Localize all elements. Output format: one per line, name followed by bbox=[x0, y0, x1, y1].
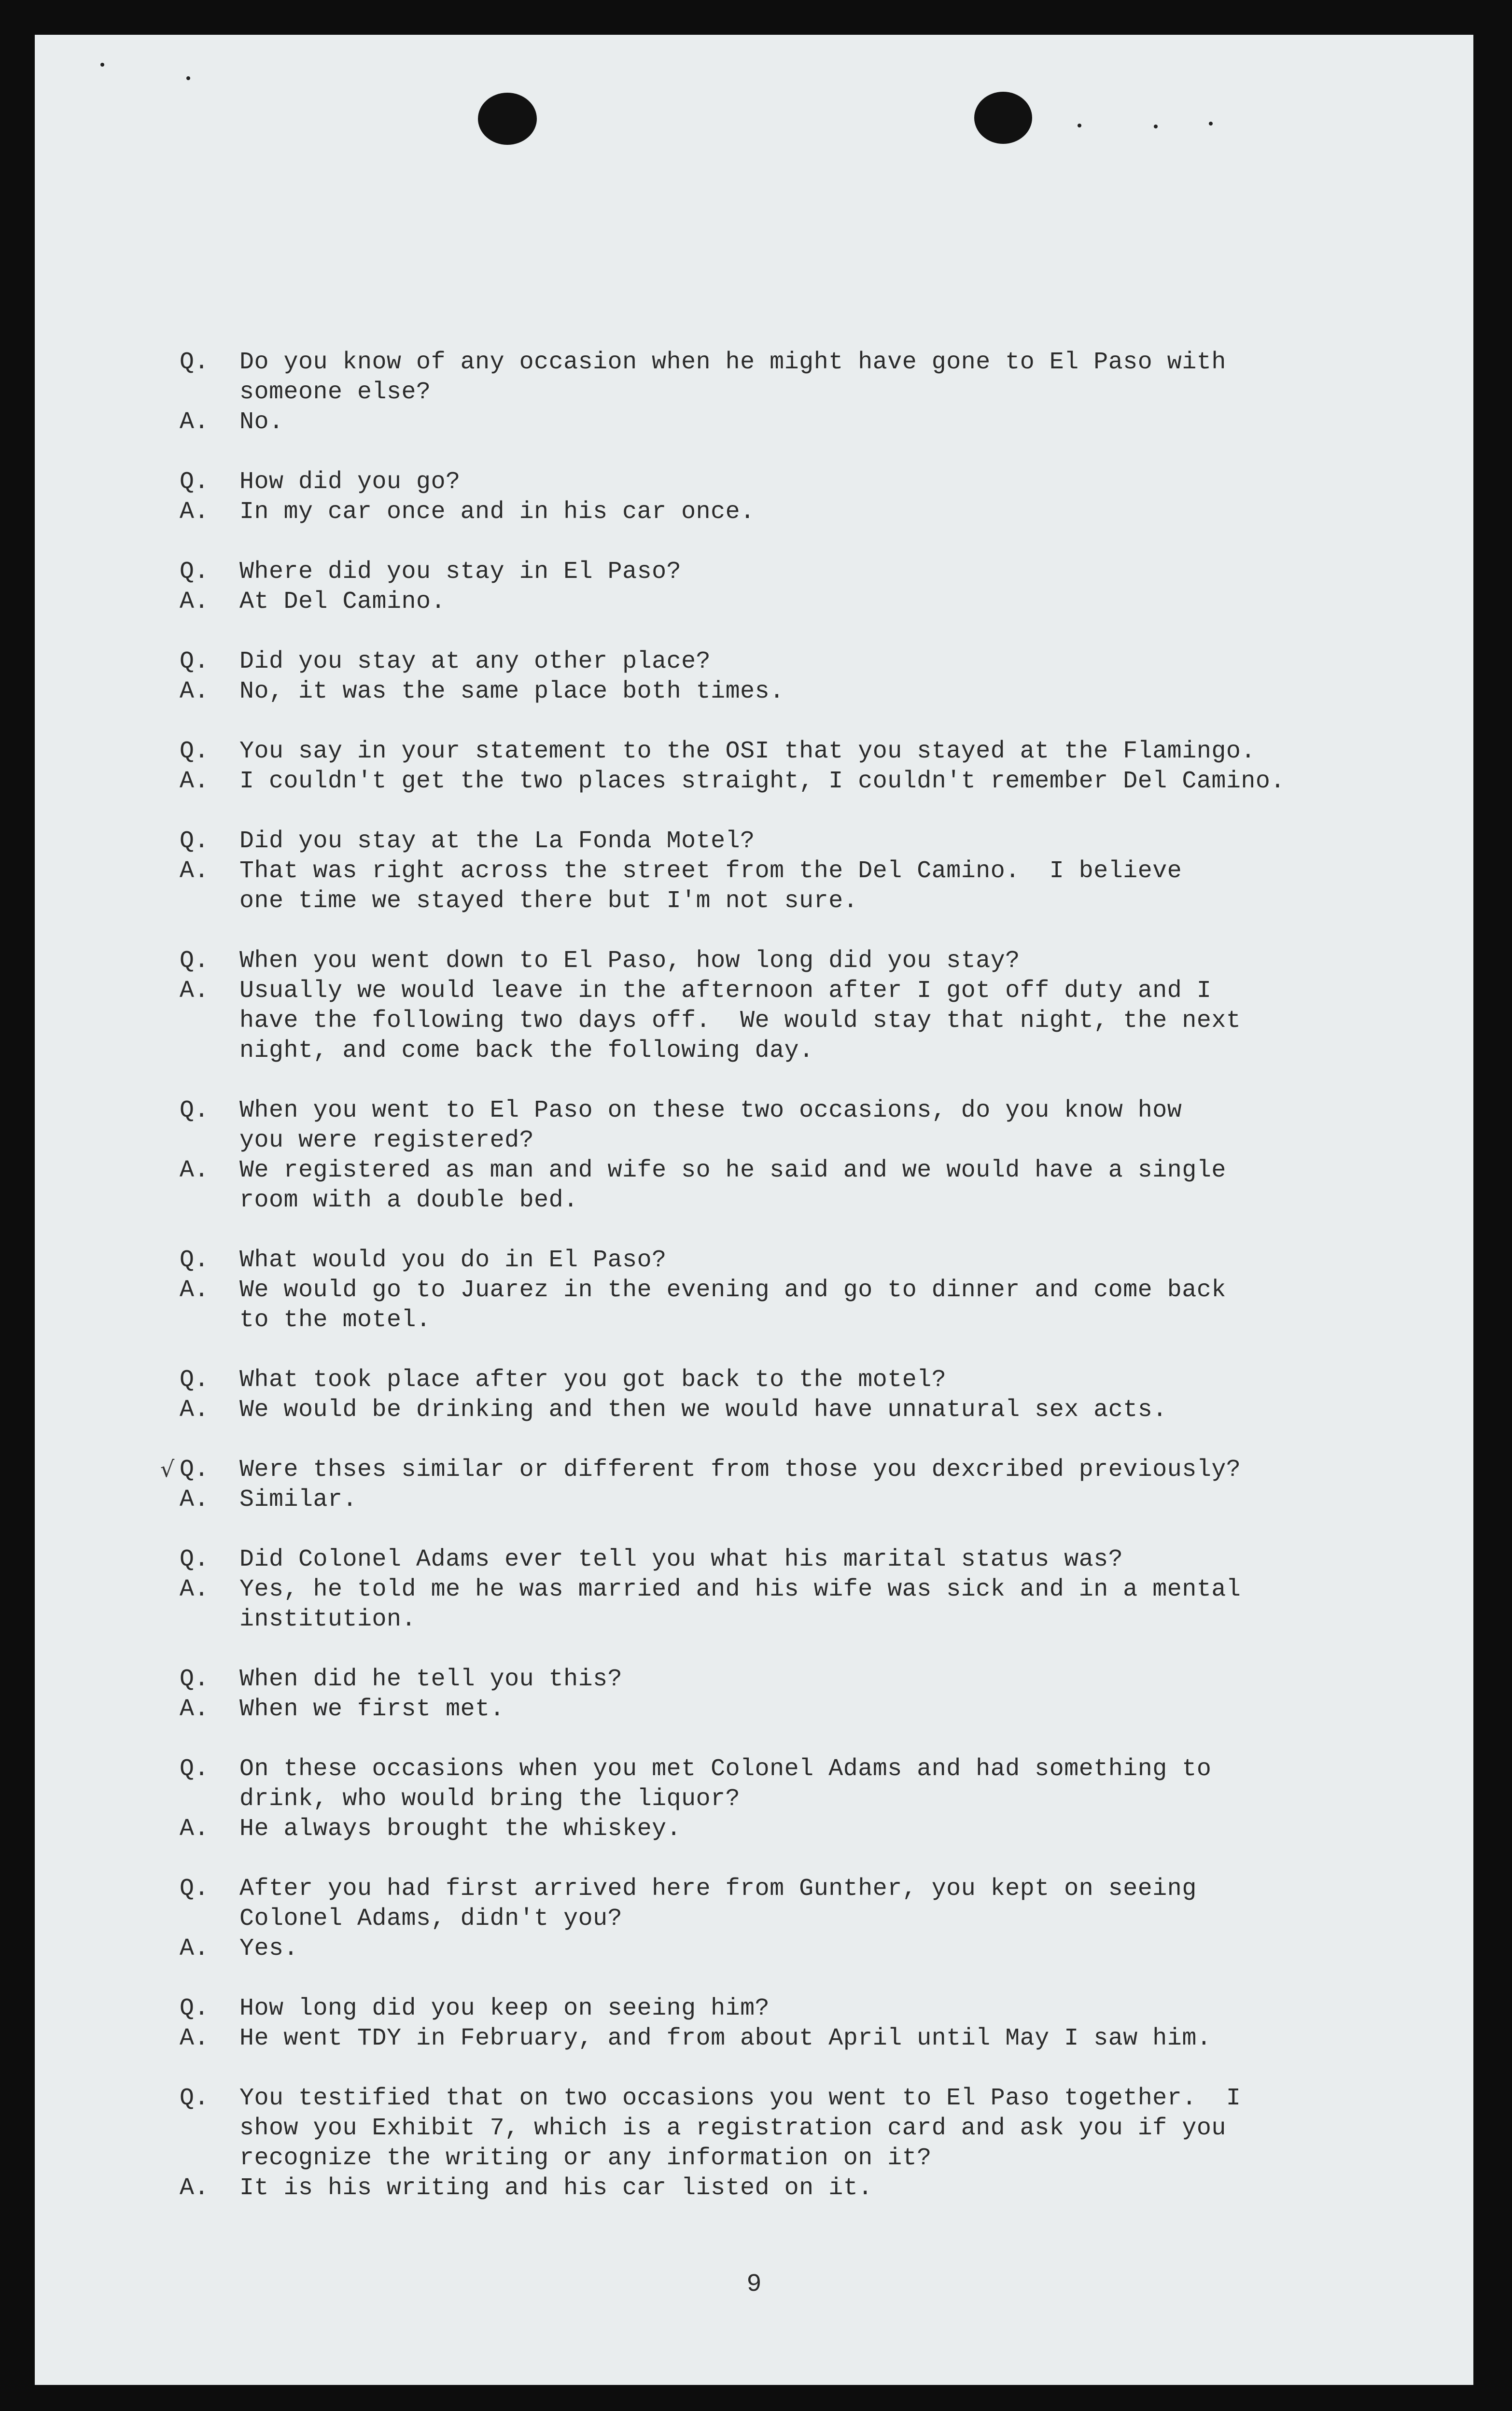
answer-text: Similar. bbox=[239, 1486, 358, 1514]
answer-text: Usually we would leave in the afternoon after I got off duty and I have the following two days off. We would stay that night, the next night, and come back the following day. bbox=[239, 977, 1241, 1065]
answer-line bbox=[180, 497, 1386, 527]
answer-text: At Del Camino. bbox=[239, 588, 446, 616]
answer-marker: A. bbox=[180, 1276, 210, 1304]
answer-text: I couldn't get the two places straight, I couldn't remember Del Camino. bbox=[239, 768, 1285, 795]
qa-entry bbox=[180, 1246, 1386, 1335]
answer-line bbox=[180, 856, 1386, 916]
answer-marker: A. bbox=[180, 408, 210, 436]
check-mark: √ bbox=[160, 1456, 175, 1482]
question-line bbox=[180, 647, 1386, 677]
question-line bbox=[180, 1874, 1386, 1934]
question-text: On these occasions when you met Colonel Adams and had something to drink, who would bring the liquor? bbox=[239, 1755, 1212, 1813]
answer-marker: A. bbox=[180, 857, 210, 885]
speck bbox=[1078, 124, 1081, 127]
answer-line bbox=[180, 407, 1386, 437]
answer-line bbox=[180, 1485, 1386, 1515]
question-text: When did he tell you this? bbox=[239, 1666, 623, 1693]
answer-marker: A. bbox=[180, 1157, 210, 1184]
answer-line bbox=[180, 677, 1386, 707]
qa-entry bbox=[180, 467, 1386, 527]
answer-marker: A. bbox=[180, 977, 210, 1005]
answer-marker: A. bbox=[180, 1696, 210, 1723]
qa-entry bbox=[180, 827, 1386, 916]
punch-hole-left bbox=[478, 93, 537, 145]
speck bbox=[1154, 125, 1158, 128]
answer-marker: A. bbox=[180, 1396, 210, 1424]
answer-marker: A. bbox=[180, 1486, 210, 1514]
answer-line bbox=[180, 587, 1386, 617]
answer-marker: A. bbox=[180, 2025, 210, 2052]
question-marker: Q. bbox=[180, 827, 210, 855]
answer-text: When we first met. bbox=[239, 1696, 505, 1723]
answer-line bbox=[180, 1156, 1386, 1216]
question-line bbox=[180, 1246, 1386, 1276]
question-line bbox=[180, 1545, 1386, 1575]
qa-entry bbox=[180, 1545, 1386, 1635]
question-marker: Q. bbox=[180, 349, 210, 376]
question-marker: Q. bbox=[180, 2085, 210, 2112]
answer-text: No, it was the same place both times. bbox=[239, 678, 784, 705]
answer-line bbox=[180, 1934, 1386, 1964]
question-text: Were thses similar or different from those you dexcribed previously? bbox=[239, 1456, 1241, 1484]
answer-line bbox=[180, 1695, 1386, 1724]
document-page bbox=[35, 35, 1473, 2385]
question-marker: Q. bbox=[180, 1097, 210, 1124]
answer-text: We registered as man and wife so he said and we would have a single room with a double bed. bbox=[239, 1157, 1226, 1214]
answer-text: In my car once and in his car once. bbox=[239, 498, 755, 526]
question-marker: Q. bbox=[180, 1995, 210, 2022]
page-number: 9 bbox=[746, 2270, 762, 2299]
question-line bbox=[180, 1754, 1386, 1814]
question-line bbox=[180, 1365, 1386, 1395]
speck bbox=[186, 76, 190, 80]
answer-marker: A. bbox=[180, 1815, 210, 1843]
question-marker: Q. bbox=[180, 1247, 210, 1274]
question-text: How long did you keep on seeing him? bbox=[239, 1995, 770, 2022]
answer-marker: A. bbox=[180, 678, 210, 705]
answer-marker: A. bbox=[180, 588, 210, 616]
question-text: You say in your statement to the OSI that you stayed at the Flamingo. bbox=[239, 738, 1256, 765]
question-line bbox=[180, 1665, 1386, 1695]
question-line bbox=[180, 557, 1386, 587]
answer-text: No. bbox=[239, 408, 284, 436]
answer-line bbox=[180, 2024, 1386, 2054]
question-text: Did you stay at any other place? bbox=[239, 648, 711, 675]
question-text: What took place after you got back to the motel? bbox=[239, 1366, 947, 1394]
question-text: What would you do in El Paso? bbox=[239, 1247, 667, 1274]
question-text: How did you go? bbox=[239, 468, 461, 496]
question-text: You testified that on two occasions you went to El Paso together. I show you Exhibit 7, which is a registration card and ask you if you recognize the writing or any information on it? bbox=[239, 2085, 1241, 2172]
answer-text: He always brought the whiskey. bbox=[239, 1815, 682, 1843]
answer-text: It is his writing and his car listed on it. bbox=[239, 2174, 873, 2202]
qa-entry bbox=[180, 1994, 1386, 2054]
answer-line bbox=[180, 1575, 1386, 1635]
qa-entry bbox=[180, 1874, 1386, 1964]
question-text: Do you know of any occasion when he might have gone to El Paso with someone else? bbox=[239, 349, 1226, 406]
question-line bbox=[160, 1455, 1386, 1485]
question-marker: Q. bbox=[180, 558, 210, 586]
question-marker: Q. bbox=[180, 1755, 210, 1783]
question-marker: Q. bbox=[180, 648, 210, 675]
qa-entry bbox=[180, 647, 1386, 707]
question-line bbox=[180, 946, 1386, 976]
question-marker: Q. bbox=[180, 1875, 210, 1903]
question-marker: Q. bbox=[180, 1366, 210, 1394]
question-text: Did you stay at the La Fonda Motel? bbox=[239, 827, 755, 855]
speck bbox=[100, 63, 104, 67]
question-line bbox=[180, 737, 1386, 767]
qa-entry bbox=[180, 1665, 1386, 1724]
question-line bbox=[180, 1096, 1386, 1156]
answer-text: We would be drinking and then we would have unnatural sex acts. bbox=[239, 1396, 1167, 1424]
question-line bbox=[180, 348, 1386, 407]
answer-marker: A. bbox=[180, 2174, 210, 2202]
qa-entry bbox=[180, 348, 1386, 437]
question-text: Where did you stay in El Paso? bbox=[239, 558, 682, 586]
speck bbox=[1209, 122, 1213, 126]
answer-text: Yes. bbox=[239, 1935, 299, 1962]
qa-entry bbox=[180, 1096, 1386, 1216]
qa-entry bbox=[160, 1455, 1386, 1515]
question-line bbox=[180, 2084, 1386, 2173]
answer-line bbox=[180, 767, 1386, 797]
answer-line bbox=[180, 976, 1386, 1066]
qa-entry bbox=[180, 946, 1386, 1066]
transcript-body bbox=[160, 348, 1386, 2233]
answer-text: We would go to Juarez in the evening and go to dinner and come back to the motel. bbox=[239, 1276, 1226, 1334]
question-marker: Q. bbox=[180, 1666, 210, 1693]
punch-hole-right bbox=[974, 92, 1032, 144]
question-marker: Q. bbox=[180, 1456, 210, 1484]
question-text: When you went down to El Paso, how long did you stay? bbox=[239, 947, 1020, 975]
question-marker: Q. bbox=[180, 1546, 210, 1573]
question-line bbox=[180, 467, 1386, 497]
answer-line bbox=[180, 1395, 1386, 1425]
question-text: Did Colonel Adams ever tell you what his marital status was? bbox=[239, 1546, 1123, 1573]
question-text: When you went to El Paso on these two occasions, do you know how you were registered? bbox=[239, 1097, 1182, 1154]
answer-line bbox=[180, 2173, 1386, 2203]
answer-marker: A. bbox=[180, 498, 210, 526]
question-text: After you had first arrived here from Gunther, you kept on seeing Colonel Adams, didn't you? bbox=[239, 1875, 1197, 1933]
answer-marker: A. bbox=[180, 1935, 210, 1962]
question-marker: Q. bbox=[180, 468, 210, 496]
qa-entry bbox=[180, 2084, 1386, 2203]
question-line bbox=[180, 827, 1386, 856]
qa-entry bbox=[180, 1365, 1386, 1425]
answer-marker: A. bbox=[180, 1576, 210, 1603]
question-marker: Q. bbox=[180, 947, 210, 975]
qa-entry bbox=[180, 737, 1386, 797]
answer-line bbox=[180, 1276, 1386, 1335]
qa-entry bbox=[180, 557, 1386, 617]
answer-text: Yes, he told me he was married and his wife was sick and in a mental institution. bbox=[239, 1576, 1241, 1633]
question-line bbox=[180, 1994, 1386, 2024]
answer-line bbox=[180, 1814, 1386, 1844]
question-marker: Q. bbox=[180, 738, 210, 765]
answer-text: That was right across the street from the Del Camino. I believe one time we stayed there but I'm not sure. bbox=[239, 857, 1182, 915]
answer-text: He went TDY in February, and from about April until May I saw him. bbox=[239, 2025, 1212, 2052]
qa-entry bbox=[180, 1754, 1386, 1844]
answer-marker: A. bbox=[180, 768, 210, 795]
